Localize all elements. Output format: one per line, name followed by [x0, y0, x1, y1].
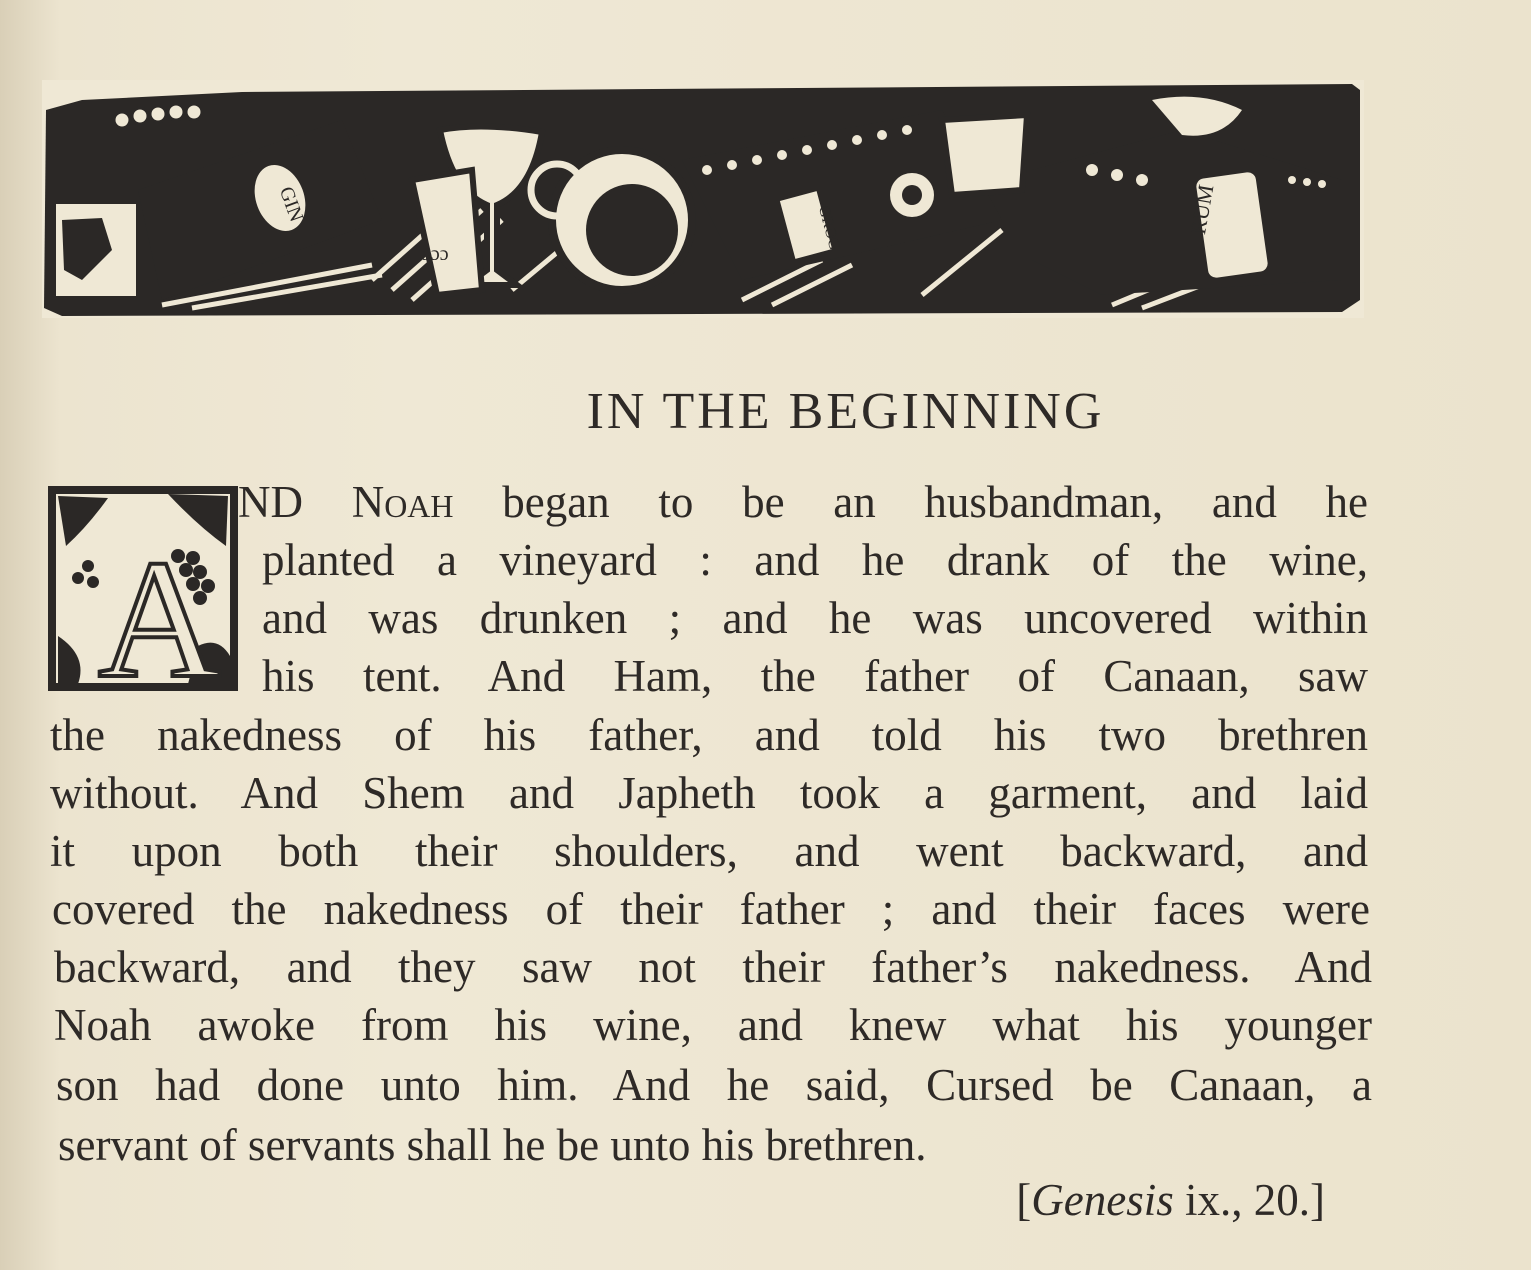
citation-reference: ix., 20.]: [1173, 1175, 1325, 1225]
paragraph-line-6: without. And Shem and Japheth took a garment, and laid: [50, 768, 1368, 818]
svg-text:GROG: GROG: [814, 203, 844, 252]
name-noah: Noah: [351, 477, 454, 527]
page-title: IN THE BEGINNING: [586, 383, 1105, 440]
decorated-initial-letter: [48, 486, 238, 691]
svg-text:RUM: RUM: [1185, 182, 1219, 237]
paragraph-line-5: the nakedness of his father, and told his two brethren: [50, 710, 1368, 760]
paragraph-line-7: it upon both their shoulders, and went backward, and: [50, 826, 1368, 876]
citation-book: Genesis: [1031, 1175, 1174, 1225]
paragraph-line-10: Noah awoke from his wine, and knew what his younger: [54, 1000, 1372, 1050]
paragraph-line-2: planted a vineyard : and he drank of the wine,: [262, 535, 1368, 585]
line-1-start: ND: [238, 477, 352, 527]
paragraph-line-4: his tent. And Ham, the father of Canaan, saw: [262, 651, 1368, 701]
paragraph-line-1: [238, 474, 1368, 530]
paragraph-line-3: and was drunken ; and he was uncovered within: [262, 593, 1368, 643]
citation-open-bracket: [: [1016, 1175, 1032, 1225]
line-1-rest: began to be an husbandman, and he: [453, 477, 1368, 527]
svg-text:ɔɔɔ: ɔɔɔ: [422, 243, 449, 265]
paragraph-line-11: son had done unto him. And he said, Cursed be Canaan, a: [56, 1060, 1372, 1110]
paragraph-line-12: servant of servants shall he be unto his brethren.: [58, 1120, 927, 1170]
paragraph-line-8: covered the nakedness of their father ; and their faces were: [52, 884, 1370, 934]
scripture-citation: [925, 1170, 1325, 1230]
dropcap-letter: A: [98, 525, 221, 691]
woodcut-banner-illustration: [42, 80, 1364, 318]
paragraph-line-9: backward, and they saw not their father’s nakedness. And: [54, 942, 1372, 992]
svg-text:GIN: GIN: [274, 183, 308, 225]
